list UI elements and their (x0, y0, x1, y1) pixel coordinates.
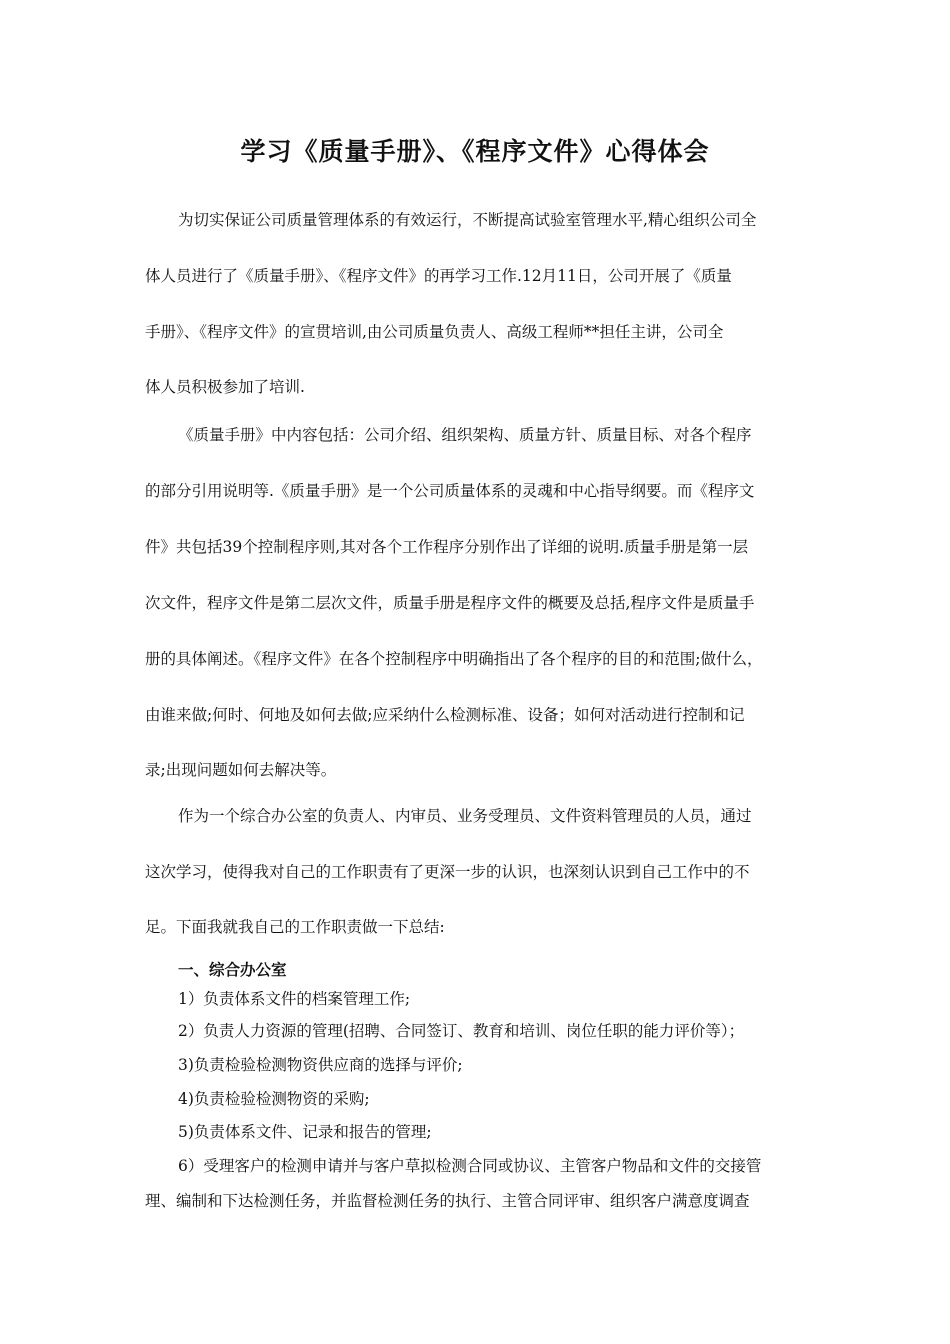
paragraph-line: 这次学习，使得我对自己的工作职责有了更深一步的认识，也深刻认识到自己工作中的不 (145, 863, 750, 881)
paragraph-line: 作为一个综合办公室的负责人、内审员、业务受理员、文件资料管理员的人员，通过 (178, 807, 752, 825)
paragraph-line: 足。下面我就我自己的工作职责做一下总结: (145, 918, 445, 936)
list-item-continuation: 理、编制和下达检测任务，并监督检测任务的执行、主管合同评审、组织客户满意度调查 (145, 1192, 750, 1210)
paragraph-line: 册的具体阐述。《程序文件》在各个控制程序中明确指出了各个程序的目的和范围;做什么， (145, 650, 763, 668)
list-item: 4)负责检验检测物资的采购; (178, 1090, 370, 1108)
paragraph-line: 体人员进行了《质量手册》、《程序文件》的再学习工作.12月11日，公司开展了《质量 (145, 267, 732, 285)
paragraph-line: 《质量手册》中内容包括：公司介绍、组织架构、质量方针、质量目标、对各个程序 (178, 426, 752, 444)
paragraph-line: 录;出现问题如何去解决等。 (145, 761, 337, 779)
paragraph-line: 件》共包括39个控制程序则,其对各个工作程序分别作出了详细的说明.质量手册是第一层 (145, 538, 749, 556)
list-item: 3)负责检验检测物资供应商的选择与评价; (178, 1056, 463, 1074)
paragraph-line: 体人员积极参加了培训. (145, 378, 305, 396)
paragraph-line: 的部分引用说明等.《质量手册》是一个公司质量体系的灵魂和中心指导纲要。而《程序文 (145, 482, 755, 500)
document-title: 学习《质量手册》、《程序文件》心得体会 (240, 137, 710, 166)
paragraph-line: 为切实保证公司质量管理体系的有效运行，不断提高试验室管理水平,精心组织公司全 (178, 211, 757, 229)
paragraph-line: 次文件，程序文件是第二层次文件，质量手册是程序文件的概要及总括,程序文件是质量手 (145, 594, 755, 612)
paragraph-line: 由谁来做;何时、何地及如何去做;应采纳什么检测标准、设备；如何对活动进行控制和记 (145, 706, 745, 724)
list-item: 1）负责体系文件的档案管理工作; (178, 990, 411, 1008)
list-item: 5)负责体系文件、记录和报告的管理; (178, 1123, 432, 1141)
list-item: 6）受理客户的检测申请并与客户草拟检测合同或协议、主管客户物品和文件的交接管 (178, 1157, 762, 1175)
section-heading: 一、综合办公室 (178, 961, 287, 979)
list-item: 2）负责人力资源的管理(招聘、合同签订、教育和培训、岗位任职的能力评价等）； (178, 1022, 745, 1040)
paragraph-line: 手册》、《程序文件》的宣贯培训,由公司质量负责人、高级工程师**担任主讲，公司全 (145, 323, 724, 341)
